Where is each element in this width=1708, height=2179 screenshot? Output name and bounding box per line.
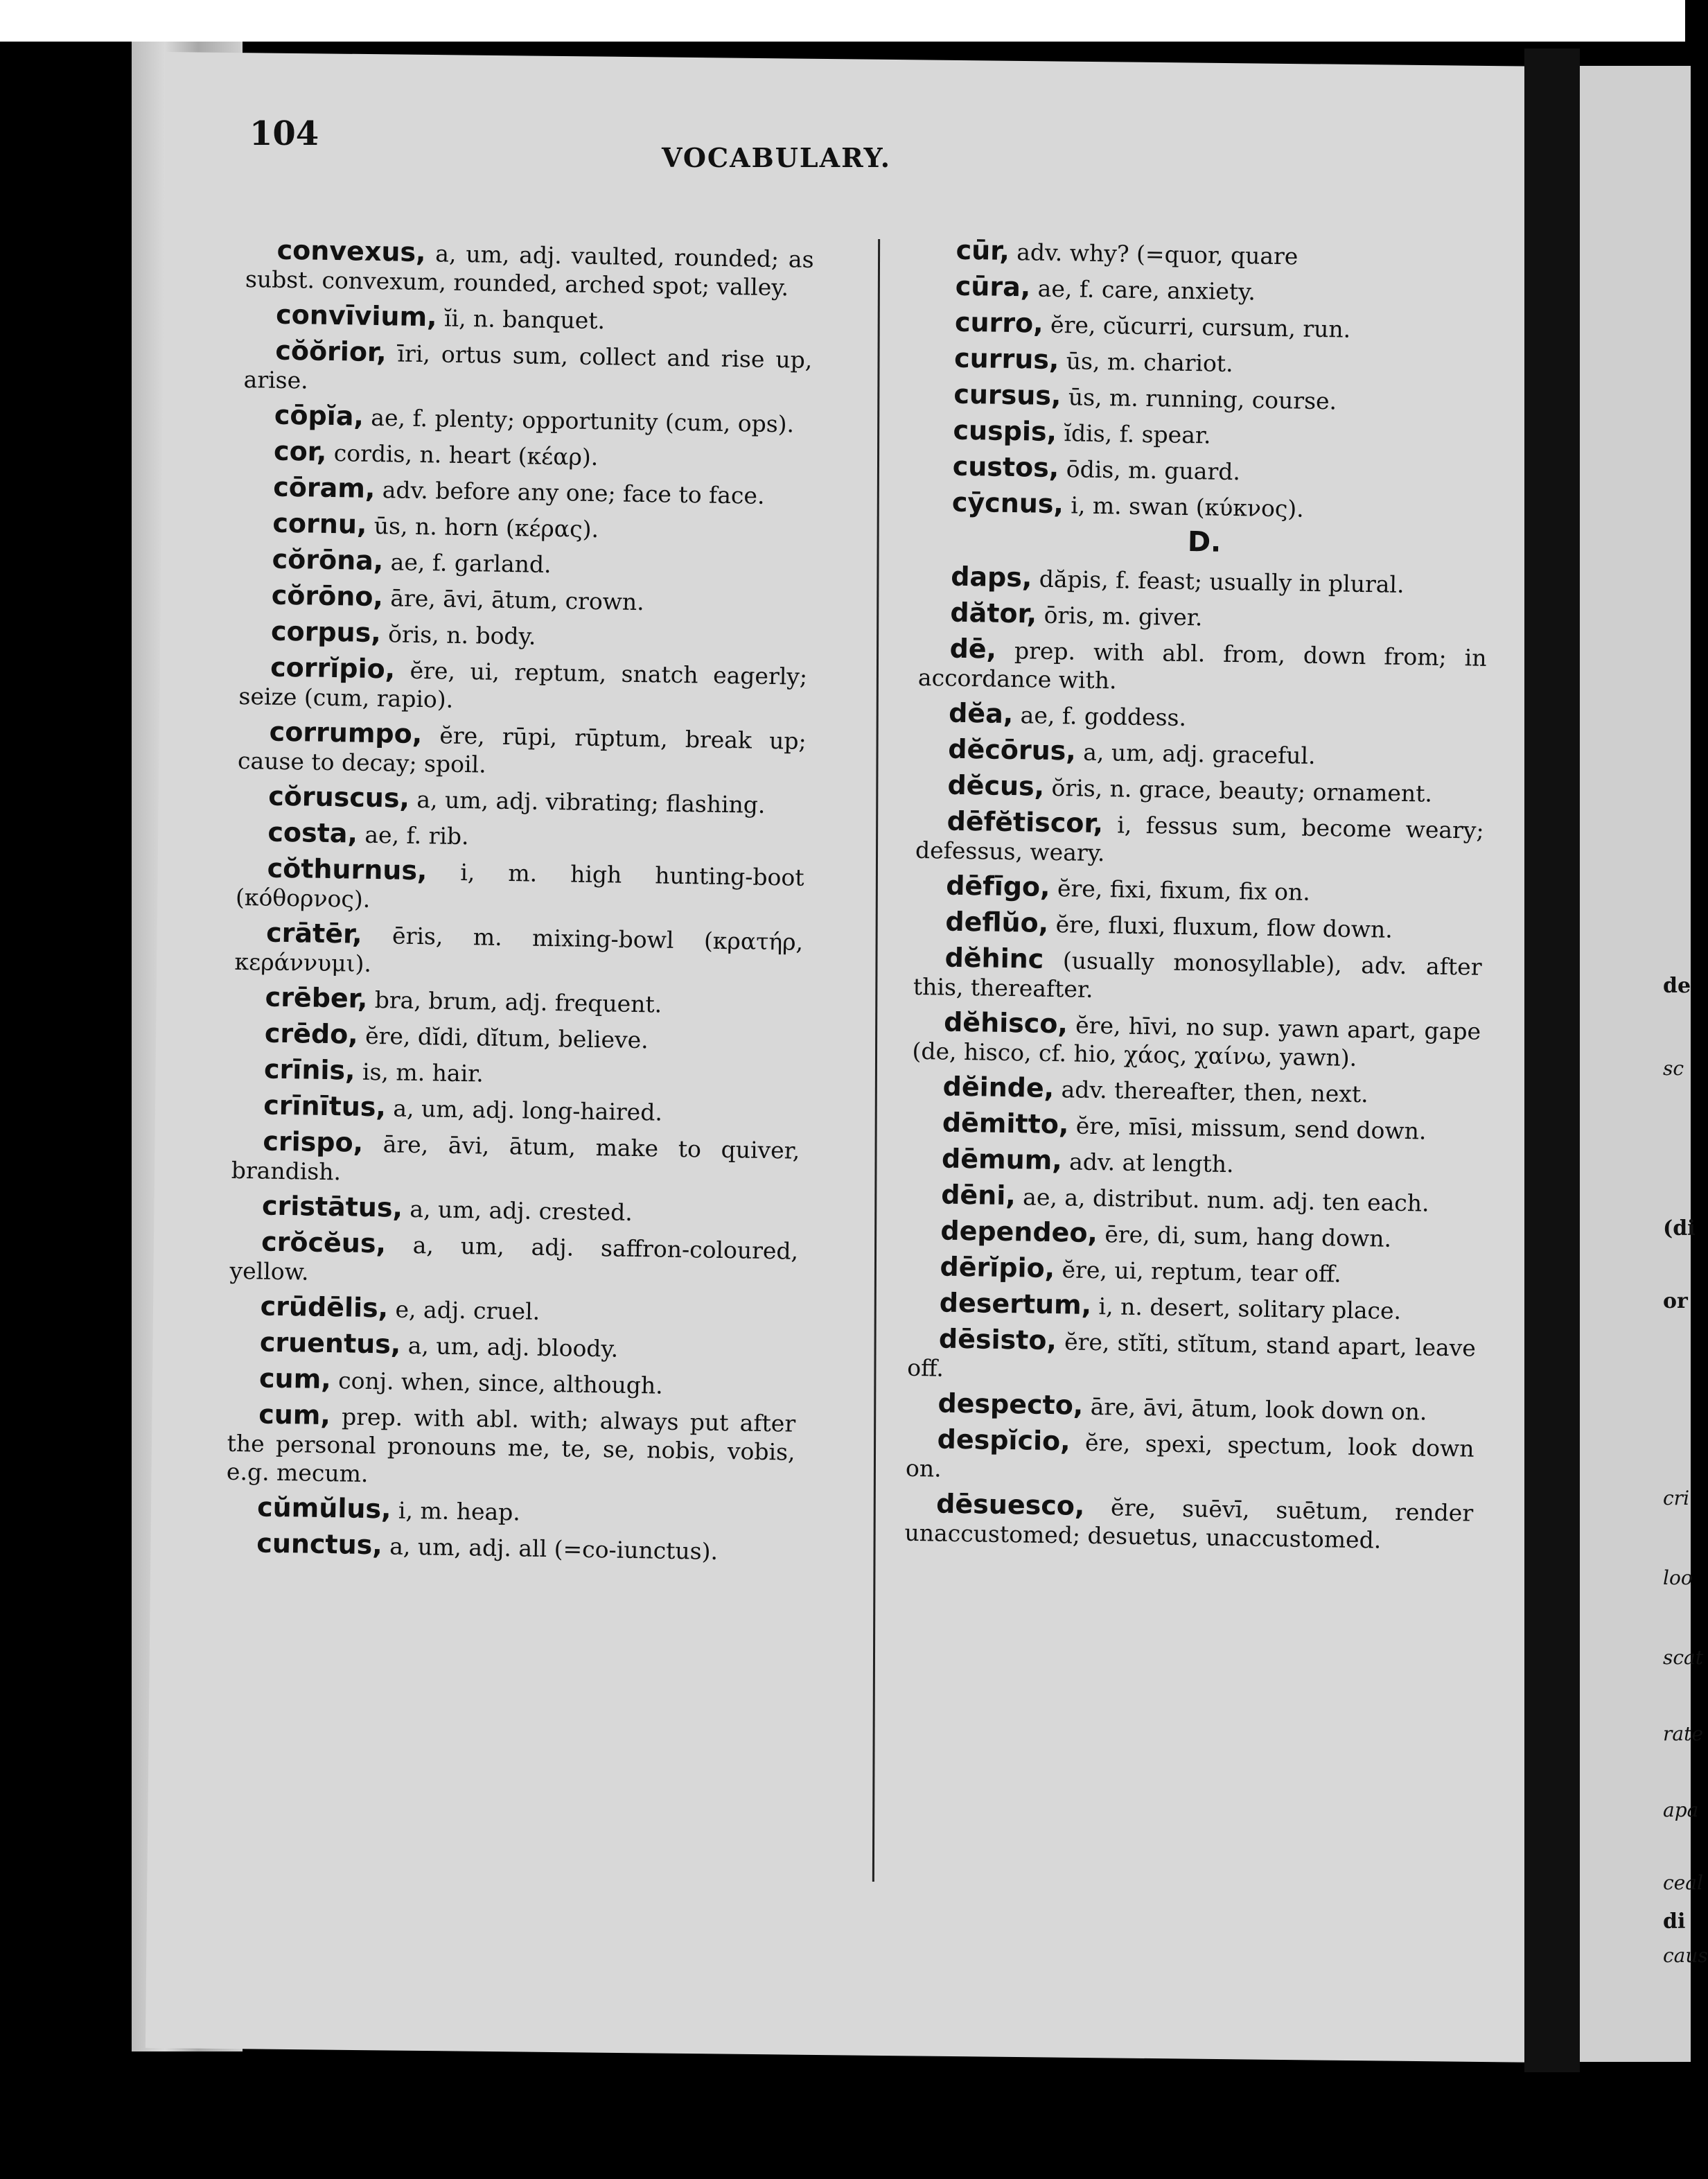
page-number: 104 xyxy=(249,114,319,153)
vocab-entry xyxy=(912,1008,1481,1074)
headword: despecto, xyxy=(937,1388,1084,1421)
section-letter: D. xyxy=(1187,526,1222,559)
headword: dēfīgo, xyxy=(945,870,1050,902)
vocab-entry xyxy=(922,380,1491,418)
vocab-entry xyxy=(234,983,802,1021)
headword: cȳcnus, xyxy=(951,487,1064,520)
headword: crŏcĕus, xyxy=(261,1226,387,1259)
definition: a, um, adj. all (=co-iunctus). xyxy=(382,1532,719,1565)
vocab-entry xyxy=(917,699,1486,737)
headword: convexus, xyxy=(276,234,426,268)
definition: ae, a, distribut. num. adj. ten each. xyxy=(1015,1183,1429,1217)
definition: ĕre, ui, reptum, snatch eagerly; seize (cum, rapio). xyxy=(238,656,808,713)
headword: dēsisto, xyxy=(938,1323,1057,1356)
vocab-entry xyxy=(919,598,1488,636)
vocab-entry xyxy=(236,854,804,920)
headword: cruentus, xyxy=(259,1327,401,1360)
definition: ūs, n. horn (κέρας). xyxy=(367,511,599,543)
headword: desertum, xyxy=(939,1287,1092,1320)
definition: ūs, m. chariot. xyxy=(1059,347,1233,378)
headword: cōram, xyxy=(272,471,376,504)
adjacent-page-fragment: di xyxy=(1663,1909,1686,1934)
vocab-entry xyxy=(914,907,1483,945)
vocab-entry xyxy=(229,1328,798,1366)
definition: adv. before any one; face to face. xyxy=(375,475,765,509)
headword: crēber, xyxy=(265,981,368,1014)
adjacent-page-fragment: ceal xyxy=(1663,1871,1703,1894)
definition: ae, f. rib. xyxy=(357,821,469,850)
definition: a, um, adj. graceful. xyxy=(1075,738,1316,769)
definition: bra, brum, adj. frequent. xyxy=(367,986,662,1018)
headword: cor, xyxy=(273,435,327,467)
vocab-entry xyxy=(231,1191,800,1229)
vocab-entry xyxy=(226,1493,795,1531)
definition: āre, āvi, ātum, crown. xyxy=(382,584,645,616)
headword: dător, xyxy=(950,597,1037,629)
headword: despĭcio, xyxy=(937,1424,1071,1457)
definition: a, um, adj. bloody. xyxy=(400,1331,619,1363)
headword: cŏruscus, xyxy=(267,780,410,814)
headword: cŏŏrior, xyxy=(275,335,387,368)
vocab-entry xyxy=(243,336,812,403)
headword: dĕhisco, xyxy=(943,1006,1068,1040)
headword: crūdēlis, xyxy=(260,1290,389,1324)
adjacent-page-edge xyxy=(1580,66,1708,2062)
definition: ĕre, hīvi, no sup. yawn apart, gape (de, hisco, cf. hio, χάος, χαίνω, yawn). xyxy=(912,1011,1481,1071)
book-gutter xyxy=(1524,49,1580,2072)
vocab-entry xyxy=(923,344,1492,382)
headword: crātēr, xyxy=(265,917,362,950)
definition: ae, f. plenty; opportunity (cum, ops). xyxy=(363,403,795,438)
definition: cordis, n. heart (κέαρ). xyxy=(326,439,599,471)
vocab-entry xyxy=(233,1055,802,1093)
vocab-entry xyxy=(910,1144,1479,1182)
definition: a, um, adj. vaulted, rounded; as subst. convexum, rounded, arched spot; valley. xyxy=(245,240,814,301)
headword: dĕa, xyxy=(948,697,1014,730)
vocab-entry xyxy=(237,782,806,820)
definition: ĕre, fixi, fixum, fix on. xyxy=(1050,874,1311,906)
vocab-entry xyxy=(907,1324,1476,1391)
definition: ĕre, rūpi, rūptum, break up; cause to decay; spoil. xyxy=(237,721,807,778)
adjacent-page-fragment: or xyxy=(1663,1289,1688,1313)
vocab-entry xyxy=(916,771,1485,809)
vocab-entry xyxy=(904,1489,1473,1556)
headword: dēni, xyxy=(940,1179,1016,1211)
vocab-entry xyxy=(234,1019,802,1057)
headword: cum, xyxy=(258,1363,332,1395)
vocab-entry xyxy=(234,918,803,985)
vocab-entry xyxy=(922,416,1490,454)
headword: dērĭpio, xyxy=(940,1251,1055,1284)
definition: ŏris, n. body. xyxy=(380,620,536,650)
headword: corrĭpio, xyxy=(270,651,396,685)
headword: dēsuesco, xyxy=(935,1488,1085,1521)
definition: īri, ortus sum, collect and rise up, arise. xyxy=(243,340,813,394)
definition: ōris, m. giver. xyxy=(1036,601,1203,631)
adjacent-page-fragment: scat xyxy=(1663,1646,1703,1669)
definition: ĕre, suēvī, suētum, render unaccustomed; desuetus, unaccustomed. xyxy=(904,1493,1474,1554)
adjacent-page-fragment: loo xyxy=(1663,1566,1693,1589)
vocab-entry xyxy=(241,509,810,547)
vocab-entry xyxy=(243,401,812,439)
definition: i, m. high hunting-boot (κόθορνος). xyxy=(235,858,804,913)
vocab-entry xyxy=(910,1180,1479,1218)
headword: corrumpo, xyxy=(269,716,423,750)
vocab-entry xyxy=(909,1216,1478,1254)
running-head: VOCABULARY. xyxy=(662,142,891,173)
vocab-entry xyxy=(236,818,805,856)
headword: costa, xyxy=(267,816,358,849)
definition: i, n. desert, solitary place. xyxy=(1091,1292,1402,1324)
definition: ēre, di, sum, hang down. xyxy=(1097,1220,1392,1252)
vocab-entry xyxy=(229,1227,798,1294)
headword: dĕcōrus, xyxy=(948,733,1077,767)
vocab-entry xyxy=(915,871,1484,909)
definition: ōdis, m. guard. xyxy=(1058,455,1241,486)
vocab-entry xyxy=(232,1091,801,1129)
adjacent-page-fragment: rate xyxy=(1663,1722,1703,1745)
headword: cunctus, xyxy=(256,1528,383,1561)
definition: ĕre, fluxi, fluxum, flow down. xyxy=(1048,910,1393,943)
vocab-entry xyxy=(240,545,809,583)
vocab-entry xyxy=(227,1400,796,1495)
adjacent-page-fragment: sc xyxy=(1663,1057,1684,1080)
headword: currus, xyxy=(953,342,1059,376)
adjacent-page-fragment: cri xyxy=(1663,1487,1690,1509)
headword: deflŭo, xyxy=(945,906,1049,938)
definition: ĕre, stĭti, stĭtum, stand apart, leave off. xyxy=(907,1328,1477,1382)
headword: convīvium, xyxy=(275,299,437,333)
definition: i, m. swan (κύκνος). xyxy=(1063,491,1305,523)
vocab-entry xyxy=(919,562,1488,600)
headword: cōpĭa, xyxy=(274,399,364,432)
headword: curro, xyxy=(954,306,1044,339)
definition: conj. when, since, although. xyxy=(331,1367,663,1399)
definition: āre, āvi, ātum, look down on. xyxy=(1083,1392,1427,1426)
vocab-entry xyxy=(906,1425,1474,1491)
headword: crīnis, xyxy=(263,1053,355,1086)
definition: e, adj. cruel. xyxy=(387,1295,540,1325)
definition: prep. with abl. from, down from; in accordance with. xyxy=(917,636,1487,694)
definition: ae, f. goddess. xyxy=(1012,701,1187,732)
definition: a, um, adj. saffron-coloured, yellow. xyxy=(229,1231,799,1286)
vocab-entry xyxy=(917,735,1486,773)
headword: cristātus, xyxy=(261,1190,403,1223)
definition: adv. why? (=quor, quare xyxy=(1009,238,1298,270)
headword: crīnītus, xyxy=(263,1090,387,1123)
headword: dĕinde, xyxy=(942,1071,1055,1104)
definition: āre, āvi, ātum, make to quiver, brandish. xyxy=(231,1130,800,1186)
definition: ĕre, spexi, spectum, look down on. xyxy=(905,1428,1474,1482)
headword: cūra, xyxy=(955,270,1031,303)
vocab-entry xyxy=(911,1108,1480,1146)
headword: dĕhinc xyxy=(944,942,1044,974)
definition: i, fessus sum, become weary; defessus, weary. xyxy=(915,811,1484,867)
vocab-entry xyxy=(245,236,814,302)
adjacent-page-fragment: apa xyxy=(1663,1799,1699,1821)
headword: dependeo, xyxy=(940,1215,1098,1249)
definition: a, um, adj. long-haired. xyxy=(385,1094,663,1126)
vocab-entry xyxy=(240,617,809,655)
definition: ae, f. garland. xyxy=(382,548,552,578)
vocab-entry xyxy=(229,1292,798,1330)
vocab-entry xyxy=(906,1389,1475,1427)
headword: cum, xyxy=(258,1399,331,1431)
vocab-entry xyxy=(921,488,1490,526)
definition: is, m. hair. xyxy=(355,1058,484,1087)
headword: corpus, xyxy=(270,615,382,649)
definition: adv. at length. xyxy=(1062,1148,1234,1178)
scan-border-top xyxy=(0,0,1685,42)
definition: ĕre, ui, reptum, tear off. xyxy=(1054,1256,1342,1288)
headword: dēmitto, xyxy=(942,1107,1069,1140)
adjacent-page-fragment: de xyxy=(1663,974,1691,998)
headword: cūr, xyxy=(956,234,1010,266)
headword: dē, xyxy=(949,633,997,665)
headword: cŏrōno, xyxy=(271,579,384,613)
headword: daps, xyxy=(950,561,1032,593)
headword: custos, xyxy=(952,450,1059,484)
vocab-entry xyxy=(240,581,809,619)
headword: dēfĕtiscor, xyxy=(947,805,1104,839)
vocab-entry xyxy=(228,1364,797,1402)
vocab-entry xyxy=(913,943,1482,1010)
headword: dĕcus, xyxy=(947,769,1045,802)
headword: crēdo, xyxy=(264,1017,359,1050)
definition: ūs, m. running, course. xyxy=(1061,383,1337,415)
definition: a, um, adj. vibrating; flashing. xyxy=(409,785,766,819)
headword: cŭmŭlus, xyxy=(256,1491,391,1525)
headword: cŏthurnus, xyxy=(267,852,428,886)
adjacent-page-fragment: caus xyxy=(1663,1944,1708,1967)
vocab-entry xyxy=(924,308,1493,346)
headword: cuspis, xyxy=(953,414,1057,448)
definition: dăpis, f. feast; usually in plural. xyxy=(1032,565,1405,598)
headword: crispo, xyxy=(263,1126,364,1158)
definition: prep. with abl. with; always put after the personal pronouns me, te, se, nobis, vobis, e.g. mecum. xyxy=(226,1403,796,1487)
vocab-entry xyxy=(243,437,811,475)
left-column xyxy=(225,236,814,1574)
vocab-entry xyxy=(238,717,807,784)
vocab-entry xyxy=(242,473,811,511)
definition: adv. thereafter, then, next. xyxy=(1053,1076,1368,1108)
vocab-entry xyxy=(231,1127,800,1193)
adjacent-page-fragment: (di xyxy=(1663,1216,1696,1241)
vocab-entry xyxy=(238,653,807,719)
headword: cŏrōna, xyxy=(272,543,384,577)
vocab-entry xyxy=(918,634,1487,701)
right-column xyxy=(904,236,1493,1563)
vocab-entry xyxy=(921,452,1490,490)
headword: cursus, xyxy=(953,378,1062,412)
definition: ĕre, dĭdi, dĭtum, believe. xyxy=(358,1022,649,1054)
definition: ĕre, mīsi, missum, send down. xyxy=(1068,1112,1427,1145)
definition: ae, f. care, anxiety. xyxy=(1030,274,1256,306)
vocab-entry xyxy=(225,1529,794,1567)
definition: i, m. heap. xyxy=(391,1496,521,1526)
definition: ĕre, cŭcurri, cursum, run. xyxy=(1043,310,1351,343)
vocab-entry xyxy=(924,272,1493,310)
definition: ĭdis, f. spear. xyxy=(1056,419,1211,449)
definition: ŏris, n. grace, beauty; ornament. xyxy=(1044,773,1433,807)
vocab-entry xyxy=(245,300,813,338)
definition: ĭi, n. banquet. xyxy=(437,304,606,335)
definition: ēris, m. mixing-bowl (κρατήρ, κεράννυμι). xyxy=(234,921,804,977)
headword: cornu, xyxy=(272,507,367,540)
vocab-entry xyxy=(911,1072,1480,1110)
definition: a, um, adj. crested. xyxy=(402,1195,633,1226)
headword: dēmum, xyxy=(941,1143,1063,1176)
vocab-entry xyxy=(908,1252,1477,1290)
definition: (usually monosyllable), adv. after this, thereafter. xyxy=(913,946,1482,1003)
vocab-entry xyxy=(908,1288,1477,1327)
vocab-entry xyxy=(915,807,1484,873)
